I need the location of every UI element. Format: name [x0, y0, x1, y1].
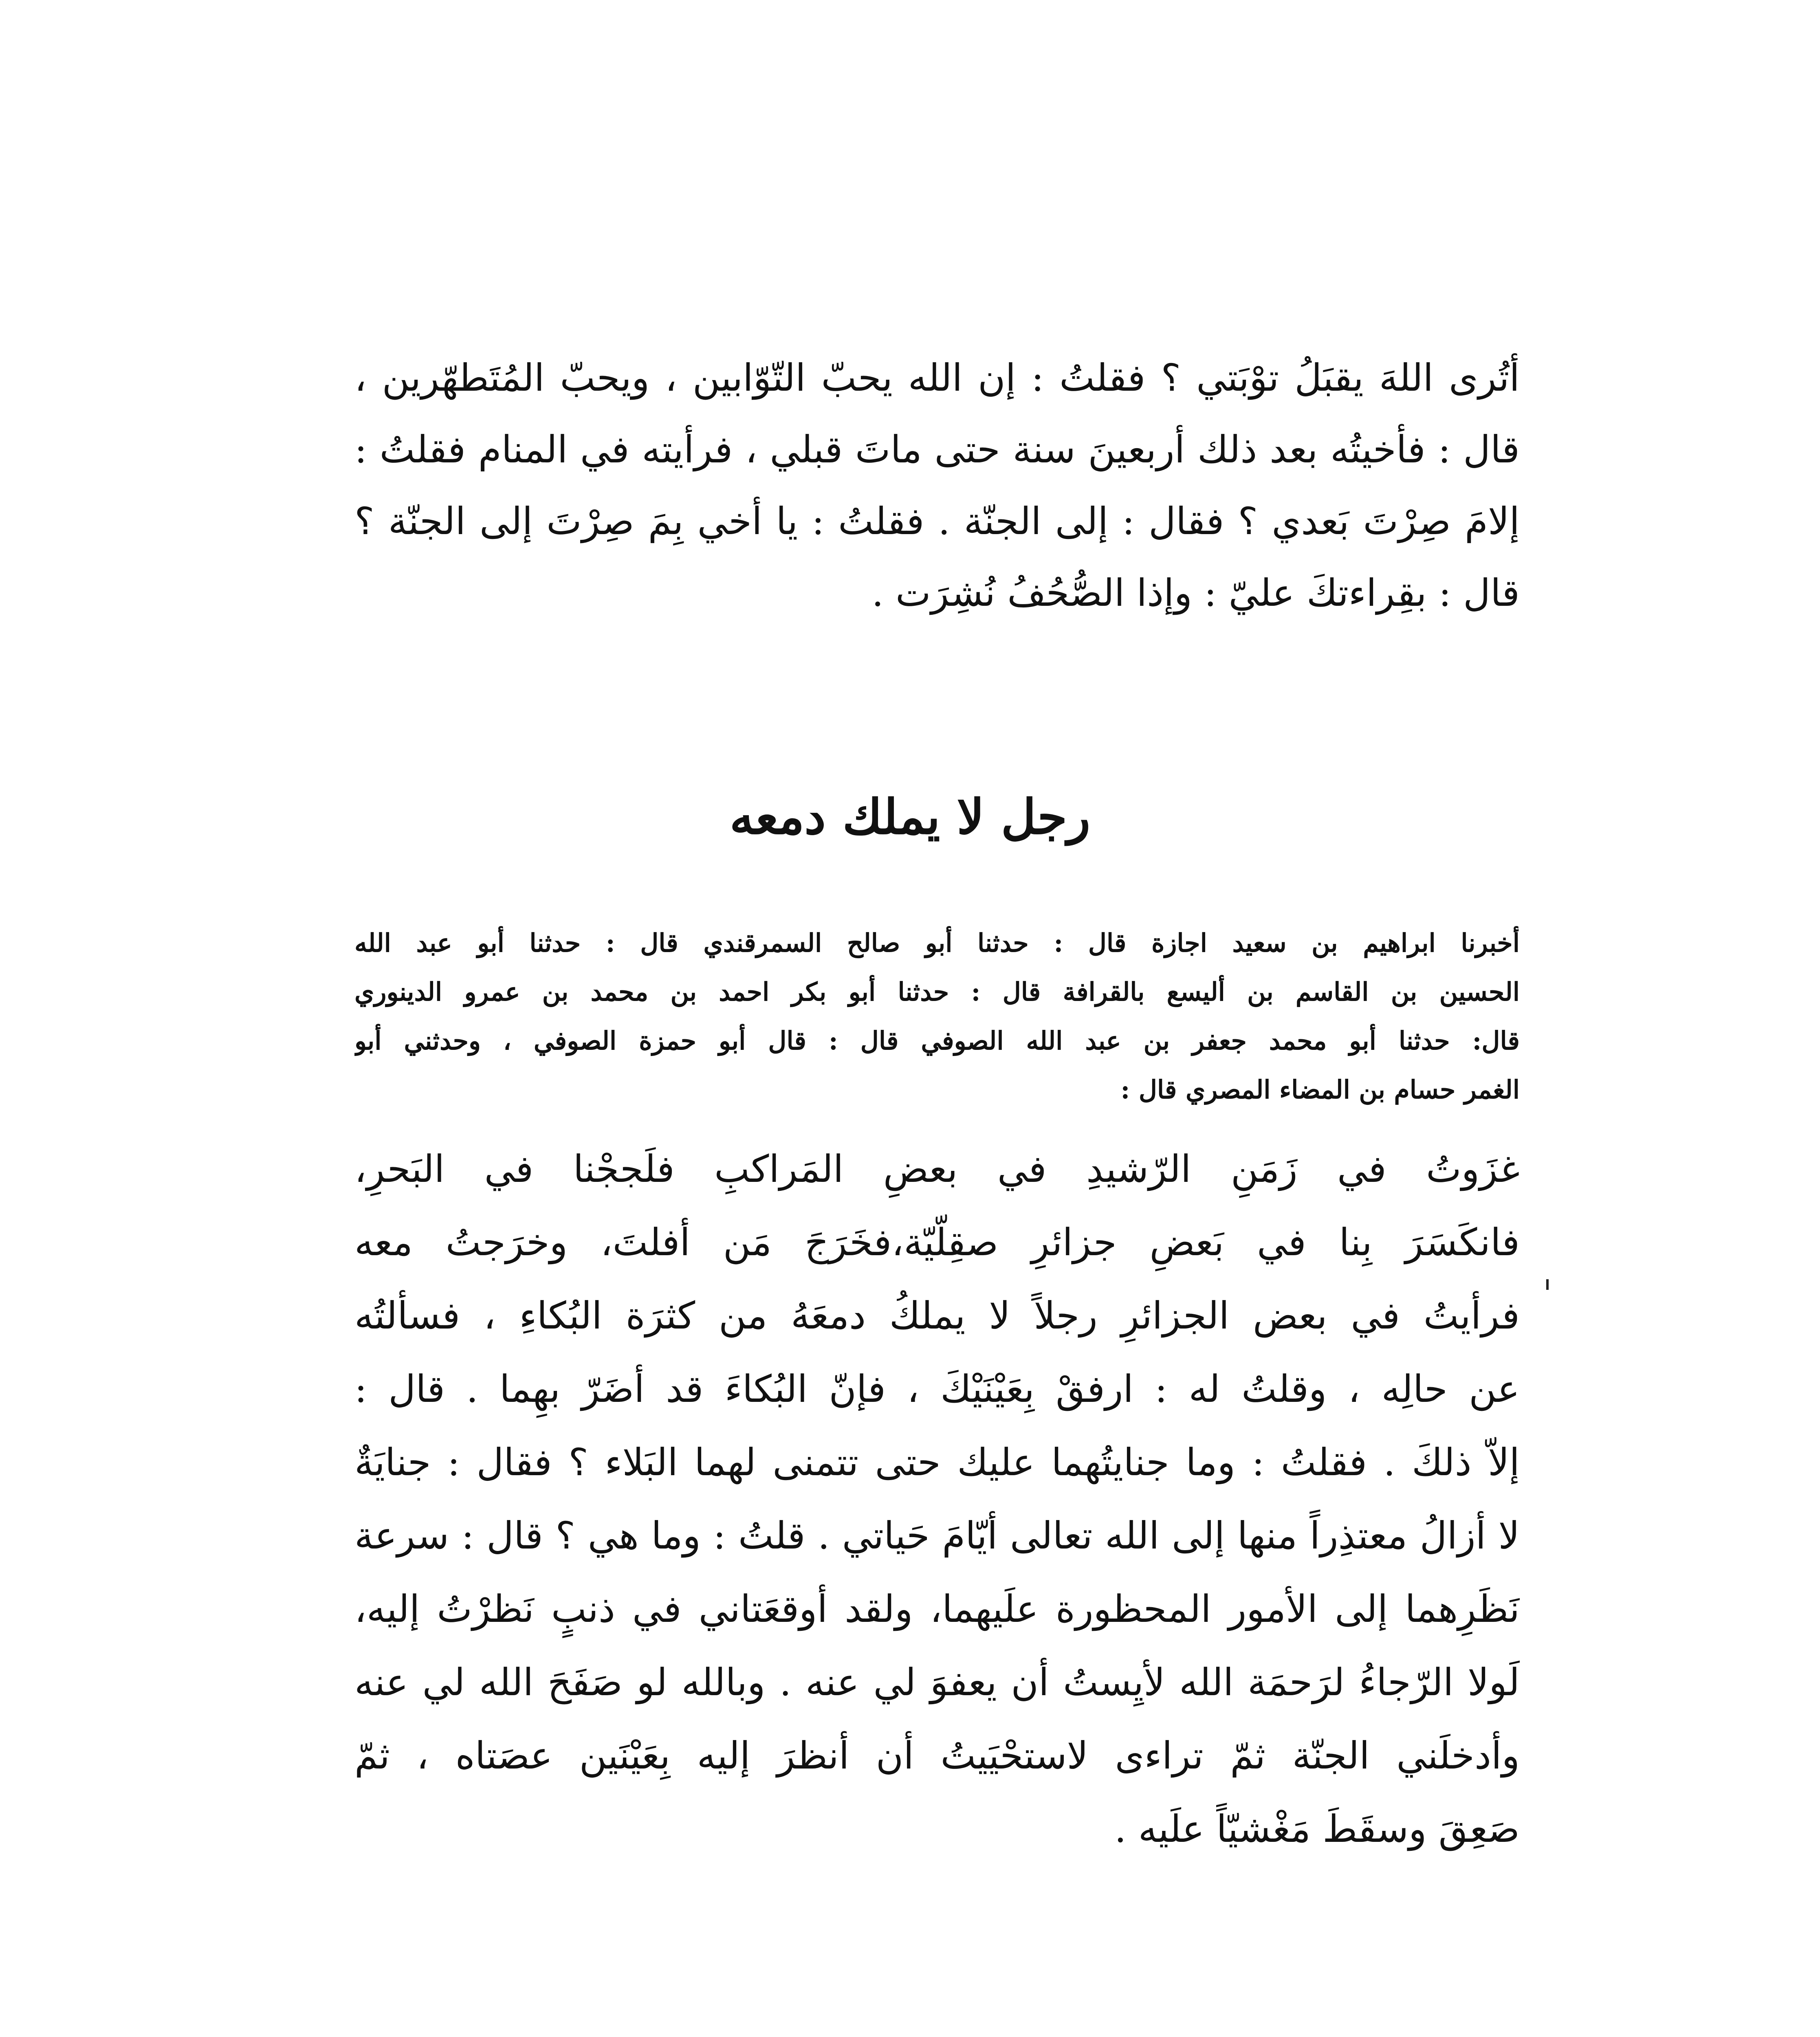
section-title: رجل لا يملك دمعه	[729, 788, 1091, 845]
main-paragraph	[354, 1133, 1520, 1866]
text-line: لا أزالُ معتذِراً منها إلى الله تعالى أيّامَ حَياتي . قلتُ : وما هي ؟ قال : سرعة	[354, 1514, 1520, 1557]
text-line: فانكَسَرَ بِنا في بَعضِ جزائرِ صقِلّيّة،فخَرَجَ مَن أفلتَ، وخرَجتُ معه	[354, 1221, 1520, 1264]
text-line: قال : بقِراءتكَ عليّ : وإذا الصُّحُفُ نُشِرَت .	[871, 571, 1520, 615]
text-line: وأدخلَني الجنّة ثمّ تراءى لاستحْيَيتُ أن أنظرَ إليه بِعَيْنَين عصَتاه ، ثمّ	[354, 1734, 1520, 1777]
isnad-line: الحسين بن القاسم بن أليسع بالقرافة قال : حدثنا أبو بكر احمد بن محمد بن عمرو الدينوري	[354, 977, 1520, 1007]
text-line: إلاّ ذلكَ . فقلتُ : وما جنايتُهما عليك حتى تتمنى لهما البَلاء ؟ فقال : جنايَةٌ	[354, 1441, 1520, 1484]
text-line: غزَوتُ في زَمَنِ الرّشيدِ في بعضِ المَراكبِ فلَججْنا في البَحرِ،	[354, 1147, 1520, 1191]
isnad-line: الغمر حسام بن المضاء المصري قال :	[1120, 1075, 1520, 1104]
text-line: صَعِقَ وسقَطَ مَغْشيّاً علَيه .	[1114, 1807, 1520, 1851]
isnad-chain	[354, 919, 1520, 1114]
text-line: قال : فأخيتُه بعد ذلك أربعينَ سنة حتى ماتَ قبلي ، فرأيته في المنام فقلتُ :	[354, 428, 1520, 471]
top-paragraph	[354, 342, 1520, 629]
text-line: إلامَ صِرْتَ بَعدي ؟ فقال : إلى الجنّة . فقلتُ : يا أخي بِمَ صِرْتَ إلى الجنّة ؟	[354, 499, 1520, 543]
isnad-line: قال: حدثنا أبو محمد جعفر بن عبد الله الصوفي قال : قال أبو حمزة الصوفي ، وحدثني أبو	[354, 1026, 1520, 1056]
text-line: فرأيتُ في بعض الجزائرِ رجلاً لا يملكُ دمعَهُ من كثرَة البُكاءِ ، فسألتُه	[354, 1294, 1520, 1337]
text-line: نَظَرِهما إلى الأمور المحظورة علَيهما، ولقد أوقعَتاني في ذنبٍ نَظرْتُ إليه،	[354, 1587, 1520, 1631]
isnad-line: أخبرنا ابراهيم بن سعيد اجازة قال : حدثنا أبو صالح السمرقندي قال : حدثنا أبو عبد الله	[354, 928, 1520, 958]
text-line: لَولا الرّجاءُ لرَحمَة الله لأيِستُ أن يعفوَ لي عنه . وبالله لو صَفَحَ الله لي عنه	[354, 1661, 1520, 1704]
margin-mark	[1546, 1279, 1549, 1290]
text-line: أتُرى اللهَ يقبَلُ توْبَتي ؟ فقلتُ : إن الله يحبّ التّوّابين ، ويحبّ المُتَطهّرين ،	[354, 356, 1520, 400]
text-line: عن حالِه ، وقلتُ له : ارفقْ بِعَيْنَيْكَ ، فإنّ البُكاءَ قد أضَرّ بهِما . قال :	[354, 1367, 1520, 1411]
